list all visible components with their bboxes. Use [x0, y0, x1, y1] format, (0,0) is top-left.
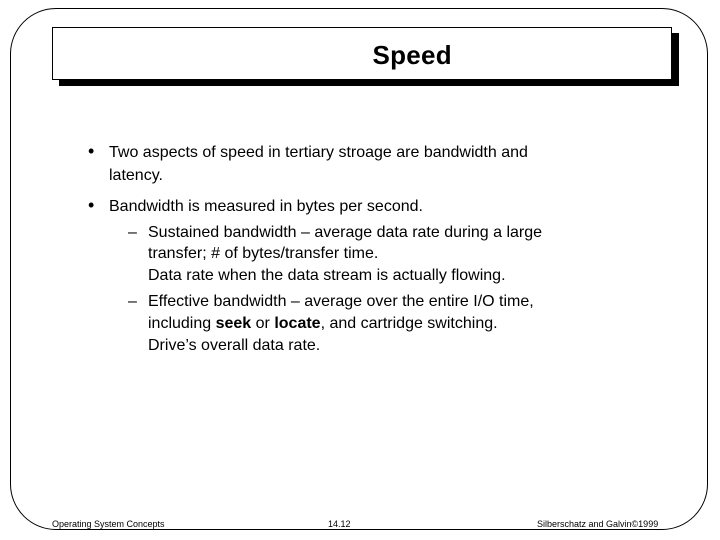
- slide-title: Speed: [372, 40, 452, 70]
- sub-bullet-2-line-3: Drive’s overall data rate.: [148, 337, 321, 354]
- title-box: [52, 27, 672, 80]
- bullet-2-marker: •: [88, 195, 95, 215]
- sub-bullet-2-line-2: [148, 312, 498, 335]
- sub-bullet-2-text-or: or: [251, 315, 275, 332]
- footer-copyright: Silberschatz and Galvin©1999: [537, 519, 659, 529]
- sub-bullet-1-line-3: Data rate when the data stream is actually flowing.: [148, 267, 506, 284]
- bullet-1-line-2: latency.: [109, 167, 163, 184]
- sub-bullet-1-dash: –: [128, 224, 137, 241]
- keyword-seek: seek: [215, 315, 252, 332]
- sub-bullet-1-line-1: Sustained bandwidth – average data rate during a large: [148, 224, 543, 241]
- footer-page-number: 14.12: [328, 519, 351, 529]
- footer-course-title: Operating System Concepts: [52, 519, 165, 529]
- sub-bullet-1-line-2: transfer; # of bytes/transfer time.: [148, 245, 379, 262]
- sub-bullet-2-line-1: Effective bandwidth – average over the entire I/O time,: [148, 293, 534, 310]
- sub-bullet-2-text-a: including: [148, 315, 216, 332]
- sub-bullet-2-dash: –: [128, 293, 137, 310]
- bullet-1-marker: •: [88, 141, 95, 161]
- bullet-2-text: Bandwidth is measured in bytes per second.: [109, 198, 423, 215]
- bullet-1-line-1: Two aspects of speed in tertiary stroage are bandwidth and: [109, 144, 528, 161]
- keyword-locate: locate: [274, 315, 321, 332]
- sub-bullet-2-text-b: , and cartridge switching.: [320, 315, 498, 332]
